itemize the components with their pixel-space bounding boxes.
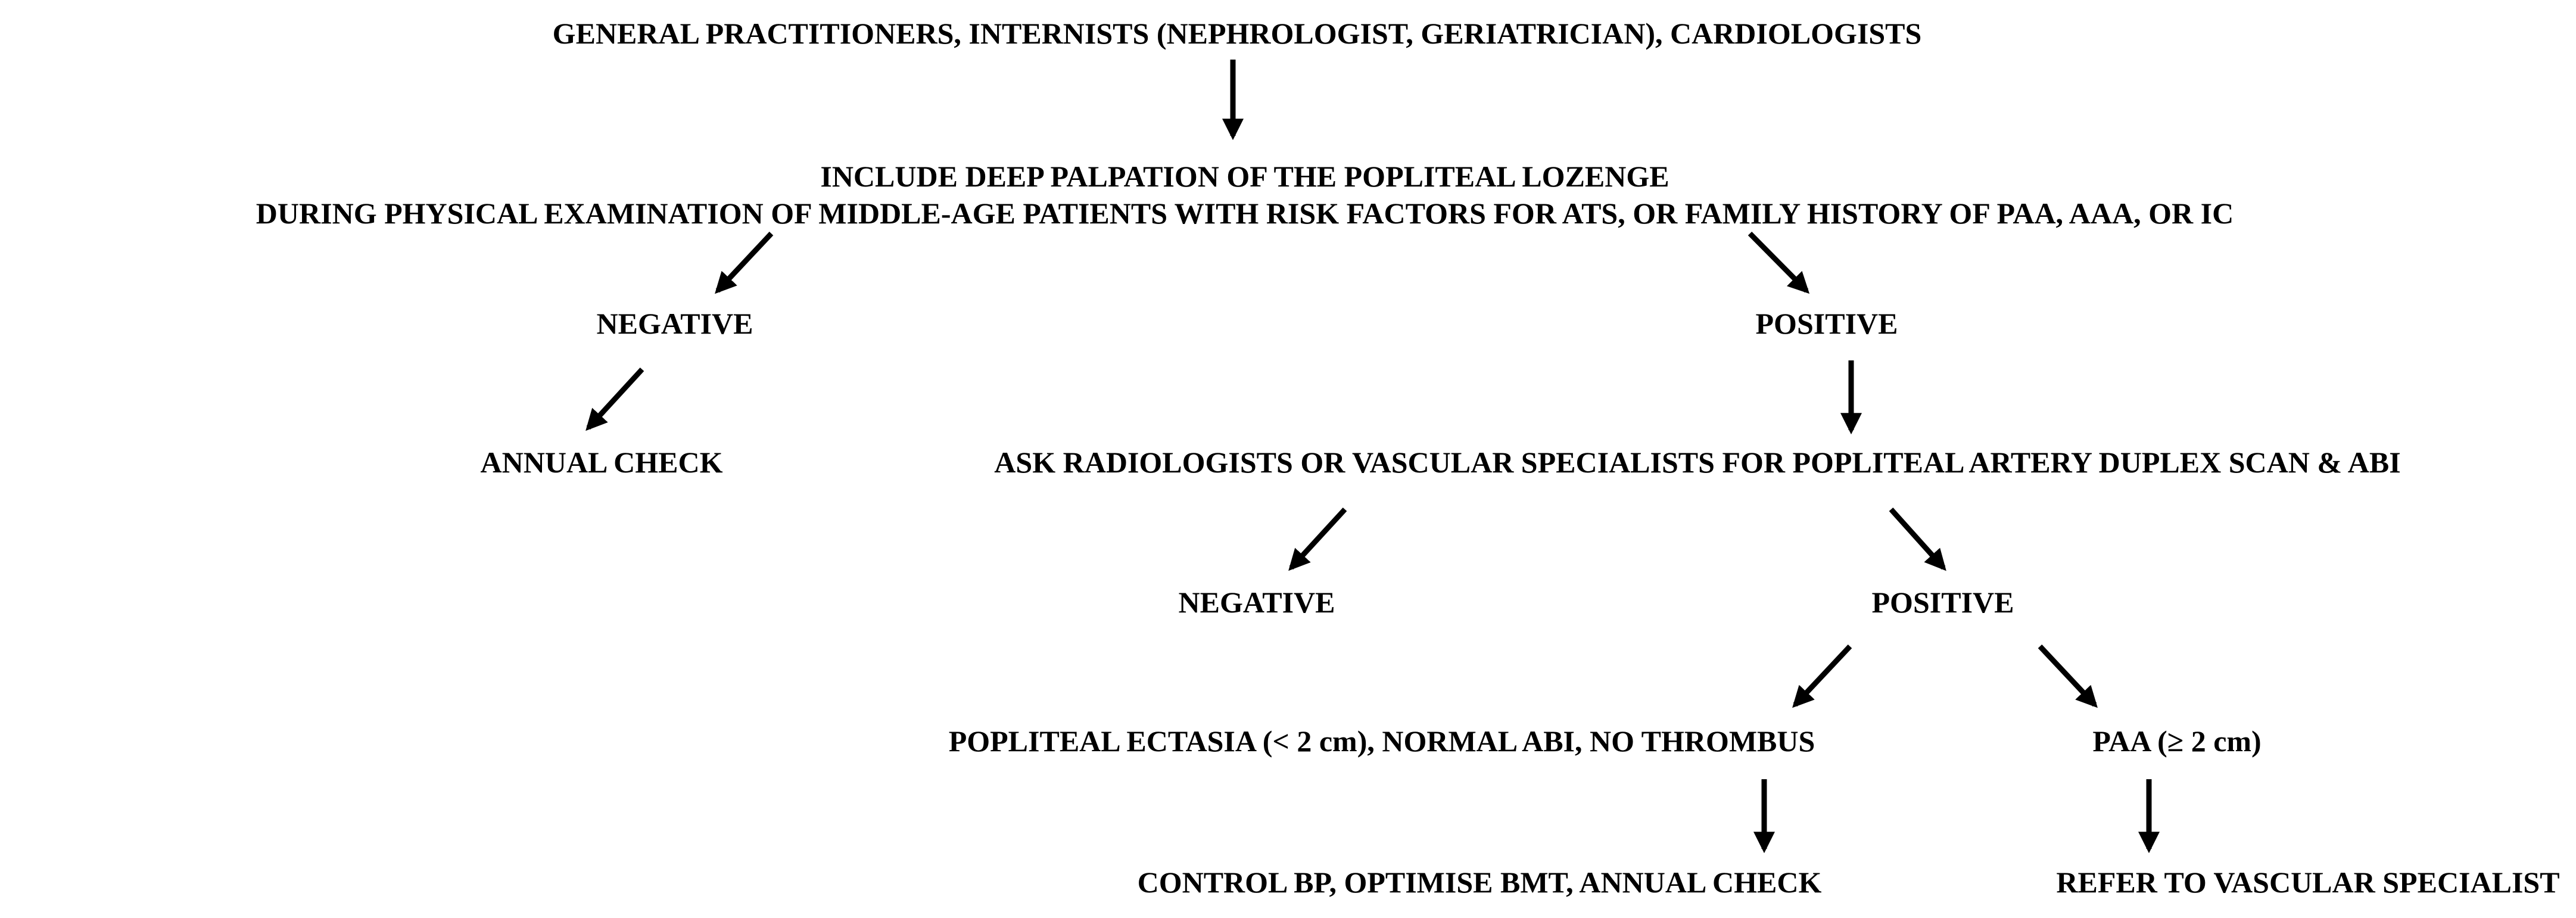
arrow-positive-to-paa xyxy=(2040,646,2095,705)
node-control-bp-text: CONTROL BP, OPTIMISE BMT, ANNUAL CHECK xyxy=(1137,866,1822,899)
node-negative-scan-text: NEGATIVE xyxy=(1178,586,1335,619)
arrow-palpation-to-negative xyxy=(718,234,771,291)
arrow-negative-to-annual-check xyxy=(588,369,642,428)
arrow-positive-to-ectasia xyxy=(1795,646,1850,705)
node-paa-text: PAA (≥ 2 cm) xyxy=(2092,724,2262,758)
node-annual-check-text: ANNUAL CHECK xyxy=(480,446,723,479)
node-refer-vascular-text: REFER TO VASCULAR SPECIALIST xyxy=(2056,866,2560,899)
node-deep-palpation-line2: DURING PHYSICAL EXAMINATION OF MIDDLE-AGE PATIENTS WITH RISK FACTORS FOR ATS, OR FAMILY HISTORY OF PAA, AAA, OR IC xyxy=(256,197,2234,230)
node-duplex-scan-request-text: ASK RADIOLOGISTS OR VASCULAR SPECIALISTS FOR POPLITEAL ARTERY DUPLEX SCAN & ABI xyxy=(994,446,2401,479)
node-positive-palpation-text: POSITIVE xyxy=(1755,307,1898,340)
arrow-palpation-to-positive xyxy=(1750,234,1806,291)
node-positive-scan-text: POSITIVE xyxy=(1871,586,2014,619)
node-deep-palpation-line1: INCLUDE DEEP PALPATION OF THE POPLITEAL LOZENGE xyxy=(820,160,1669,193)
node-popliteal-ectasia-text: POPLITEAL ECTASIA (< 2 cm), NORMAL ABI, NO THROMBUS xyxy=(948,724,1815,758)
node-referring-physicians-text: GENERAL PRACTITIONERS, INTERNISTS (NEPHROLOGIST, GERIATRICIAN), CARDIOLOGISTS xyxy=(552,17,1922,50)
arrow-duplex-to-positive xyxy=(1891,509,1943,568)
node-negative-palpation-text: NEGATIVE xyxy=(596,307,753,340)
arrow-duplex-to-negative xyxy=(1291,509,1345,568)
